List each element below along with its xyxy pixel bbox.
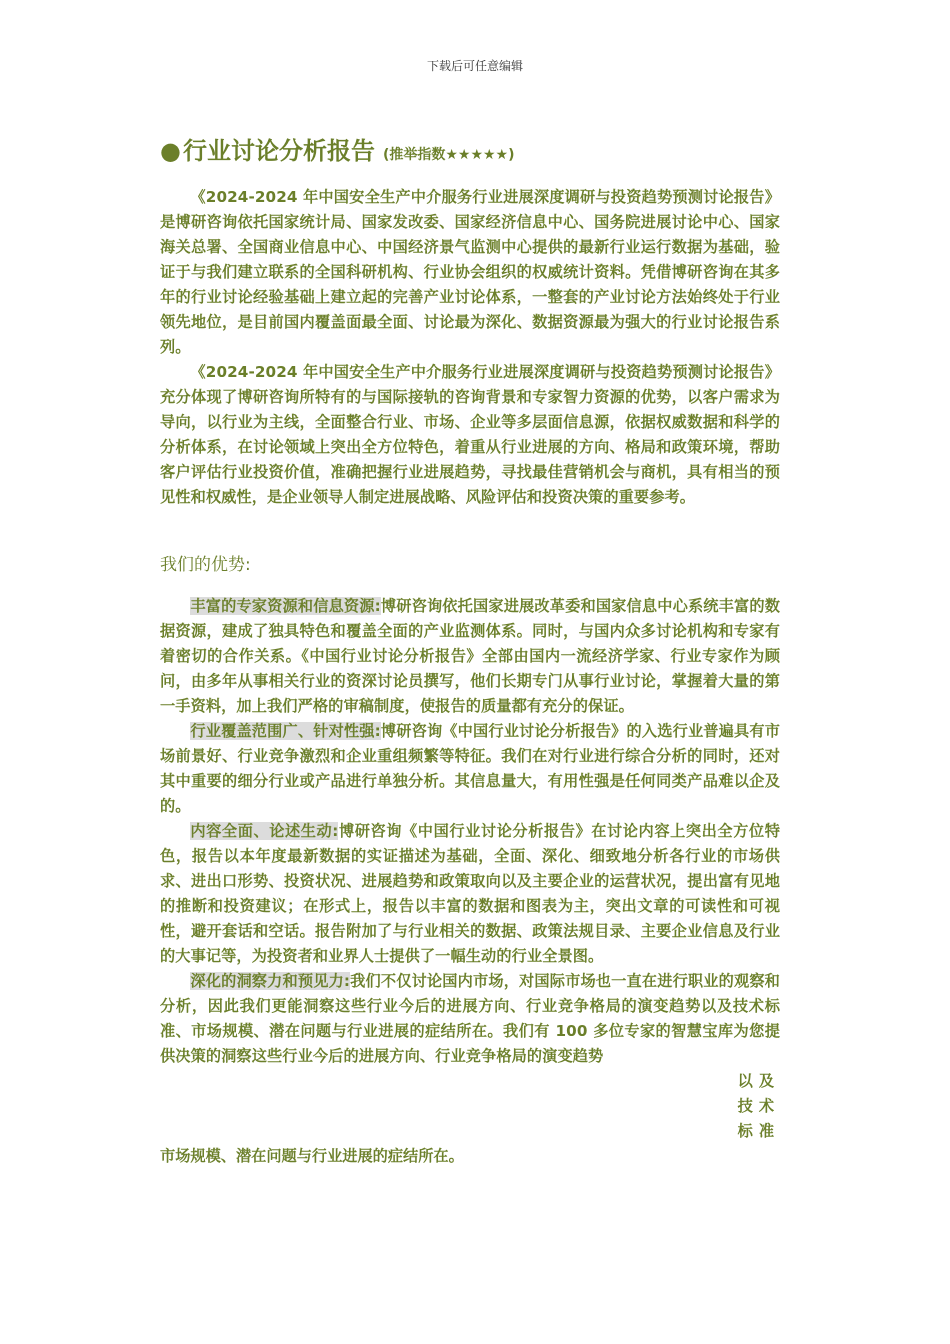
advantage-item (160, 819, 780, 969)
advantage-text: 我们不仅讨论国内市场，对国际市场也一直在进行职业的观察和分析，因此我们更能洞察这些行业今后的进展方向、行业竞争格局的演变趋势以及技术标准、市场规模、潜在问题与行业进展的症结所在。我们有 100 多位专家的智慧宝库为您提供决策的洞察这些行业今后的进展方向、行业竞争格局的演变趋势 (160, 972, 780, 1065)
advantage-text: 博研咨询《中国行业讨论分析报告》的入选行业普遍具有市场前景好、行业竞争激烈和企业重组频繁等特征。我们在对行业进行综合分析的同时，还对其中重要的细分行业或产品进行单独分析。其信息量大，有用性强是任何同类产品难以企及的。 (160, 722, 780, 815)
advantage-text: 博研咨询《中国行业讨论分析报告》在讨论内容上突出全方位特色，报告以本年度最新数据的实证描述为基础，全面、深化、细致地分析各行业的市场供求、进出口形势、投资状况、进展趋势和政策取向以及主要企业的运营状况，提出富有见地的推断和投资建议；在形式上，报告以丰富的数据和图表为主，突出文章的可读性和可视性，避开套话和空话。报告附加了与行业相关的数据、政策法规目录、主要企业信息及行业的大事记等，为投资者和业界人士提供了一幅生动的行业全景图。 (160, 822, 780, 965)
advantage-item (160, 719, 780, 819)
page-header: 下载后可任意编辑 (426, 59, 523, 73)
advantage-label: 深化的洞察力和预见力: (190, 972, 351, 990)
recommend-index: (推举指数★★★★★) (382, 147, 515, 163)
report-heading (160, 133, 780, 173)
advantage-label: 内容全面、论述生动: (190, 822, 339, 840)
tail-line: 以及 (737, 1072, 780, 1090)
advantage-label: 丰富的专家资源和信息资源: (190, 597, 381, 615)
report-title: 行业讨论分析报告 (182, 137, 375, 165)
advantage-text: 博研咨询依托国家进展改革委和国家信息中心系统丰富的数据资源，建成了独具特色和覆盖全面的产业监测体系。同时，与国内众多讨论机构和专家有着密切的合作关系。《中国行业讨论分析报告》全部由国内一流经济学家、行业专家作为顾问，由多年从事相关行业的资深讨论员撰写，他们长期专门从事行业讨论，掌握着大量的第一手资料，加上我们严格的审稿制度，使报告的质量都有充分的保证。 (160, 597, 780, 715)
advantage-item (160, 594, 780, 719)
intro-paragraph: 《2024-2024 年中国安全生产中介服务行业进展深度调研与投资趋势预测讨论报告》是博研咨询依托国家统计局、国家发改委、国家经济信息中心、国务院进展讨论中心、国家海关总署、全国商业信息中心、中国经济景气监测中心提供的最新行业运行数据为基础，验证于与我们建立联系的全国科研机构、行业协会组织的权威统计资料。凭借博研咨询在其多年的行业讨论经验基础上建立起的完善产业讨论体系，一整套的产业讨论方法始终处于行业领先地位，是目前国内覆盖面最全面、讨论最为深化、数据资源最为强大的行业讨论报告系列。 (160, 188, 780, 356)
document-body (160, 133, 780, 1169)
bullet-icon: ● (160, 137, 181, 165)
closing-line: 市场规模、潜在问题与行业进展的症结所在。 (160, 1147, 464, 1165)
advantages-title: 我们的优势: (160, 555, 251, 575)
tail-line: 标准 (737, 1122, 780, 1140)
intro-paragraph: 《2024-2024 年中国安全生产中介服务行业进展深度调研与投资趋势预测讨论报告》充分体现了博研咨询所特有的与国际接轨的咨询背景和专家智力资源的优势，以客户需求为导向，以行业为主线，全面整合行业、市场、企业等多层面信息源，依据权威数据和科学的分析体系，在讨论领域上突出全方位特色，着重从行业进展的方向、格局和政策环境，帮助客户评估行业投资价值，准确把握行业进展趋势，寻找最佳营销机会与商机，具有相当的预见性和权威性，是企业领导人制定进展战略、风险评估和投资决策的重要参考。 (160, 363, 780, 506)
tail-line: 技术 (737, 1097, 780, 1115)
advantage-label: 行业覆盖范围广、针对性强: (190, 722, 381, 740)
advantage-item (160, 969, 780, 1069)
